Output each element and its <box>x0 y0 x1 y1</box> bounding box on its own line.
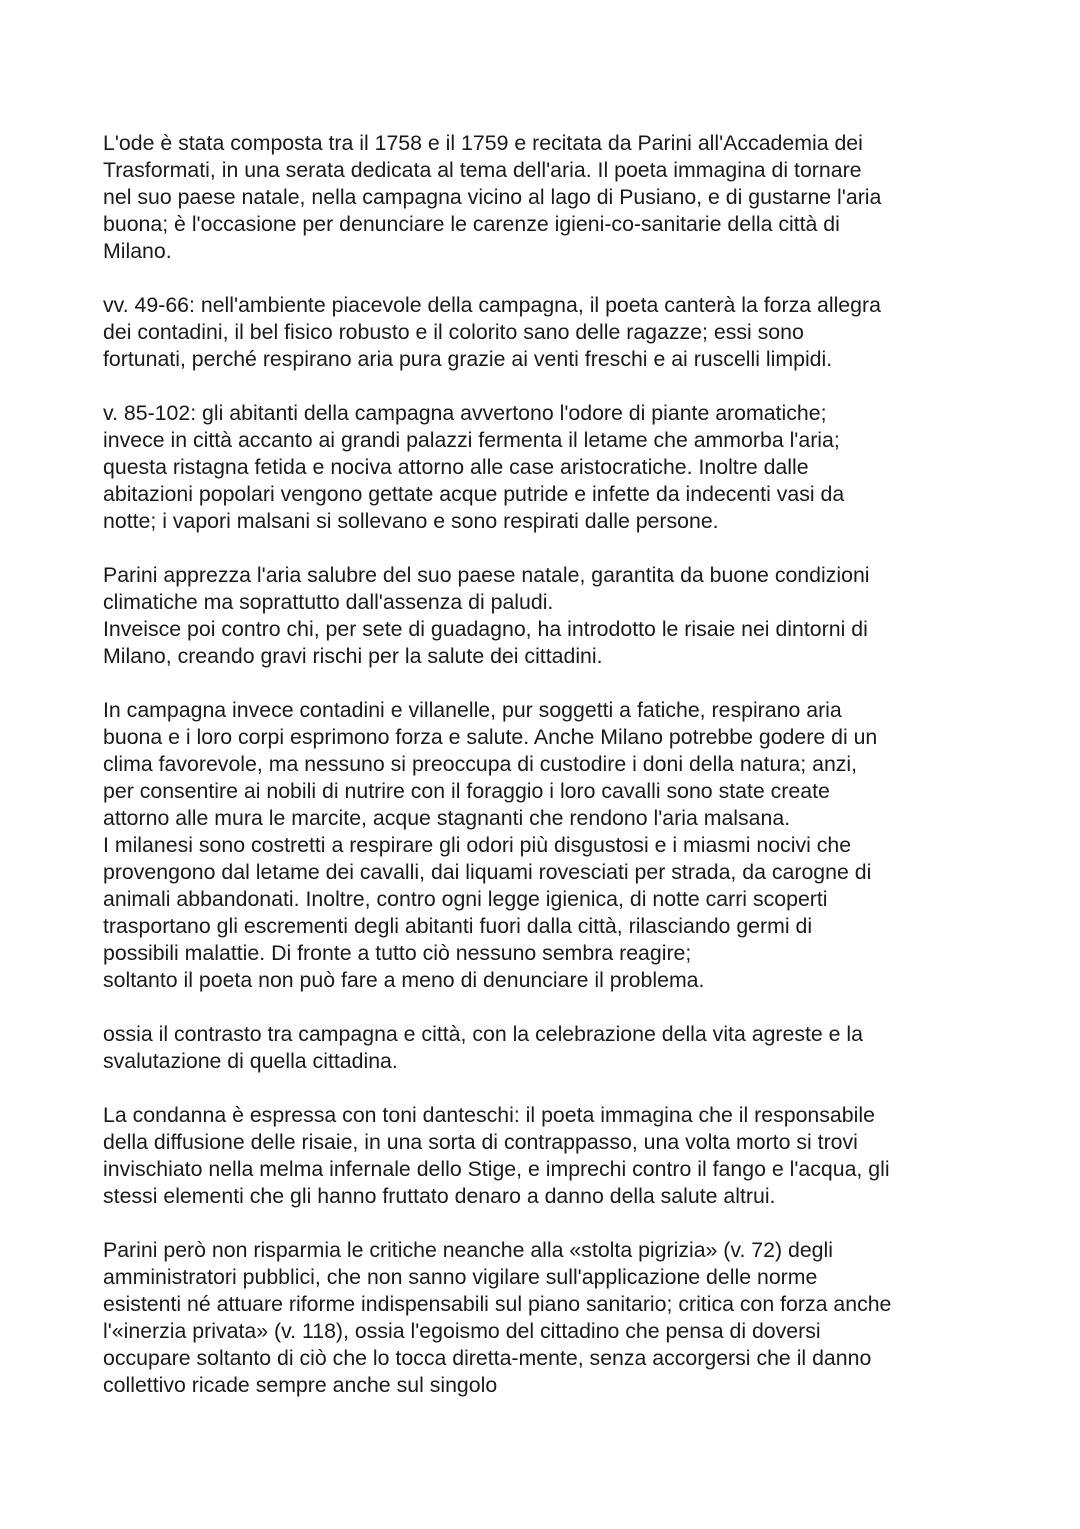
paragraph-aria-salubre <box>103 562 1003 670</box>
text-line: trasportano gli escrementi degli abitanti fuori dalla città, rilasciando germi di <box>103 914 813 938</box>
text-line: I milanesi sono costretti a respirare gli odori più disgustosi e i miasmi nocivi che <box>103 833 852 857</box>
text-line: buona; è l'occasione per denunciare le carenze igieni-co-sanitarie della città di <box>103 212 840 236</box>
text-line: questa ristagna fetida e nociva attorno alle case aristocratiche. Inoltre dalle <box>103 455 809 479</box>
text-line: Milano, creando gravi rischi per la salute dei cittadini. <box>103 644 603 668</box>
text-line: Trasformati, in una serata dedicata al tema dell'aria. Il poeta immagina di tornare <box>103 158 862 182</box>
text-line: collettivo ricade sempre anche sul singolo <box>103 1373 498 1397</box>
text-line: dei contadini, il bel fisico robusto e il colorito sano delle ragazze; essi sono <box>103 320 804 344</box>
paragraph-campagna-milano <box>103 697 1003 994</box>
text-line: vv. 49-66: nell'ambiente piacevole della campagna, il poeta canterà la forza allegra <box>103 293 881 317</box>
text-line: esistenti né attuare riforme indispensabili sul piano sanitario; critica con forza anche <box>103 1292 892 1316</box>
text-line: stessi elementi che gli hanno fruttato denaro a danno della salute altrui. <box>103 1184 776 1208</box>
text-line: notte; i vapori malsani si sollevano e sono respirati dalle persone. <box>103 509 719 533</box>
text-line: L'ode è stata composta tra il 1758 e il 1759 e recitata da Parini all'Accademia dei <box>103 131 863 155</box>
text-line: attorno alle mura le marcite, acque stagnanti che rendono l'aria malsana. <box>103 806 791 830</box>
paragraph-intro <box>103 130 1003 265</box>
text-line: possibili malattie. Di fronte a tutto ciò nessuno sembra reagire; <box>103 941 692 965</box>
paragraph-v-85-102 <box>103 400 1003 535</box>
text-line: invece in città accanto ai grandi palazzi fermenta il letame che ammorba l'aria; <box>103 428 840 452</box>
text-line: Parini però non risparmia le critiche neanche alla «stolta pigrizia» (v. 72) degli <box>103 1238 833 1262</box>
text-line: soltanto il poeta non può fare a meno di denunciare il problema. <box>103 968 705 992</box>
text-line: Inveisce poi contro chi, per sete di guadagno, ha introdotto le risaie nei dintorni di <box>103 617 868 641</box>
text-line: per consentire ai nobili di nutrire con il foraggio i loro cavalli sono state create <box>103 779 830 803</box>
text-line: amministratori pubblici, che non sanno vigilare sull'applicazione delle norme <box>103 1265 818 1289</box>
text-line: Milano. <box>103 239 172 263</box>
text-line: svalutazione di quella cittadina. <box>103 1049 398 1073</box>
paragraph-contrasto <box>103 1021 1003 1075</box>
text-line: fortunati, perché respirano aria pura grazie ai venti freschi e ai ruscelli limpidi. <box>103 347 833 371</box>
text-line: provengono dal letame dei cavalli, dai liquami rovesciati per strada, da carogne di <box>103 860 872 884</box>
text-line: v. 85-102: gli abitanti della campagna avvertono l'odore di piante aromatiche; <box>103 401 827 425</box>
text-line: buona e i loro corpi esprimono forza e salute. Anche Milano potrebbe godere di un <box>103 725 878 749</box>
paragraph-critiche <box>103 1237 1003 1399</box>
document-body <box>103 130 1003 1399</box>
paragraph-condanna <box>103 1102 1003 1210</box>
text-line: nel suo paese natale, nella campagna vicino al lago di Pusiano, e di gustarne l'aria <box>103 185 882 209</box>
text-line: abitazioni popolari vengono gettate acque putride e infette da indecenti vasi da <box>103 482 845 506</box>
text-line: ossia il contrasto tra campagna e città, con la celebrazione della vita agreste e la <box>103 1022 864 1046</box>
paragraph-vv-49-66 <box>103 292 1003 373</box>
text-line: La condanna è espressa con toni danteschi: il poeta immagina che il responsabile <box>103 1103 875 1127</box>
text-line: clima favorevole, ma nessuno si preoccupa di custodire i doni della natura; anzi, <box>103 752 858 776</box>
text-line: In campagna invece contadini e villanelle, pur soggetti a fatiche, respirano aria <box>103 698 842 722</box>
text-line: animali abbandonati. Inoltre, contro ogni legge igienica, di notte carri scoperti <box>103 887 828 911</box>
text-line: della diffusione delle risaie, in una sorta di contrappasso, una volta morto si trovi <box>103 1130 858 1154</box>
text-line: invischiato nella melma infernale dello Stige, e imprechi contro il fango e l'acqua, gli <box>103 1157 890 1181</box>
text-line: climatiche ma soprattutto dall'assenza di paludi. <box>103 590 554 614</box>
text-line: Parini apprezza l'aria salubre del suo paese natale, garantita da buone condizioni <box>103 563 870 587</box>
text-line: occupare soltanto di ciò che lo tocca diretta-mente, senza accorgersi che il danno <box>103 1346 872 1370</box>
text-line: l'«inerzia privata» (v. 118), ossia l'egoismo del cittadino che pensa di doversi <box>103 1319 821 1343</box>
